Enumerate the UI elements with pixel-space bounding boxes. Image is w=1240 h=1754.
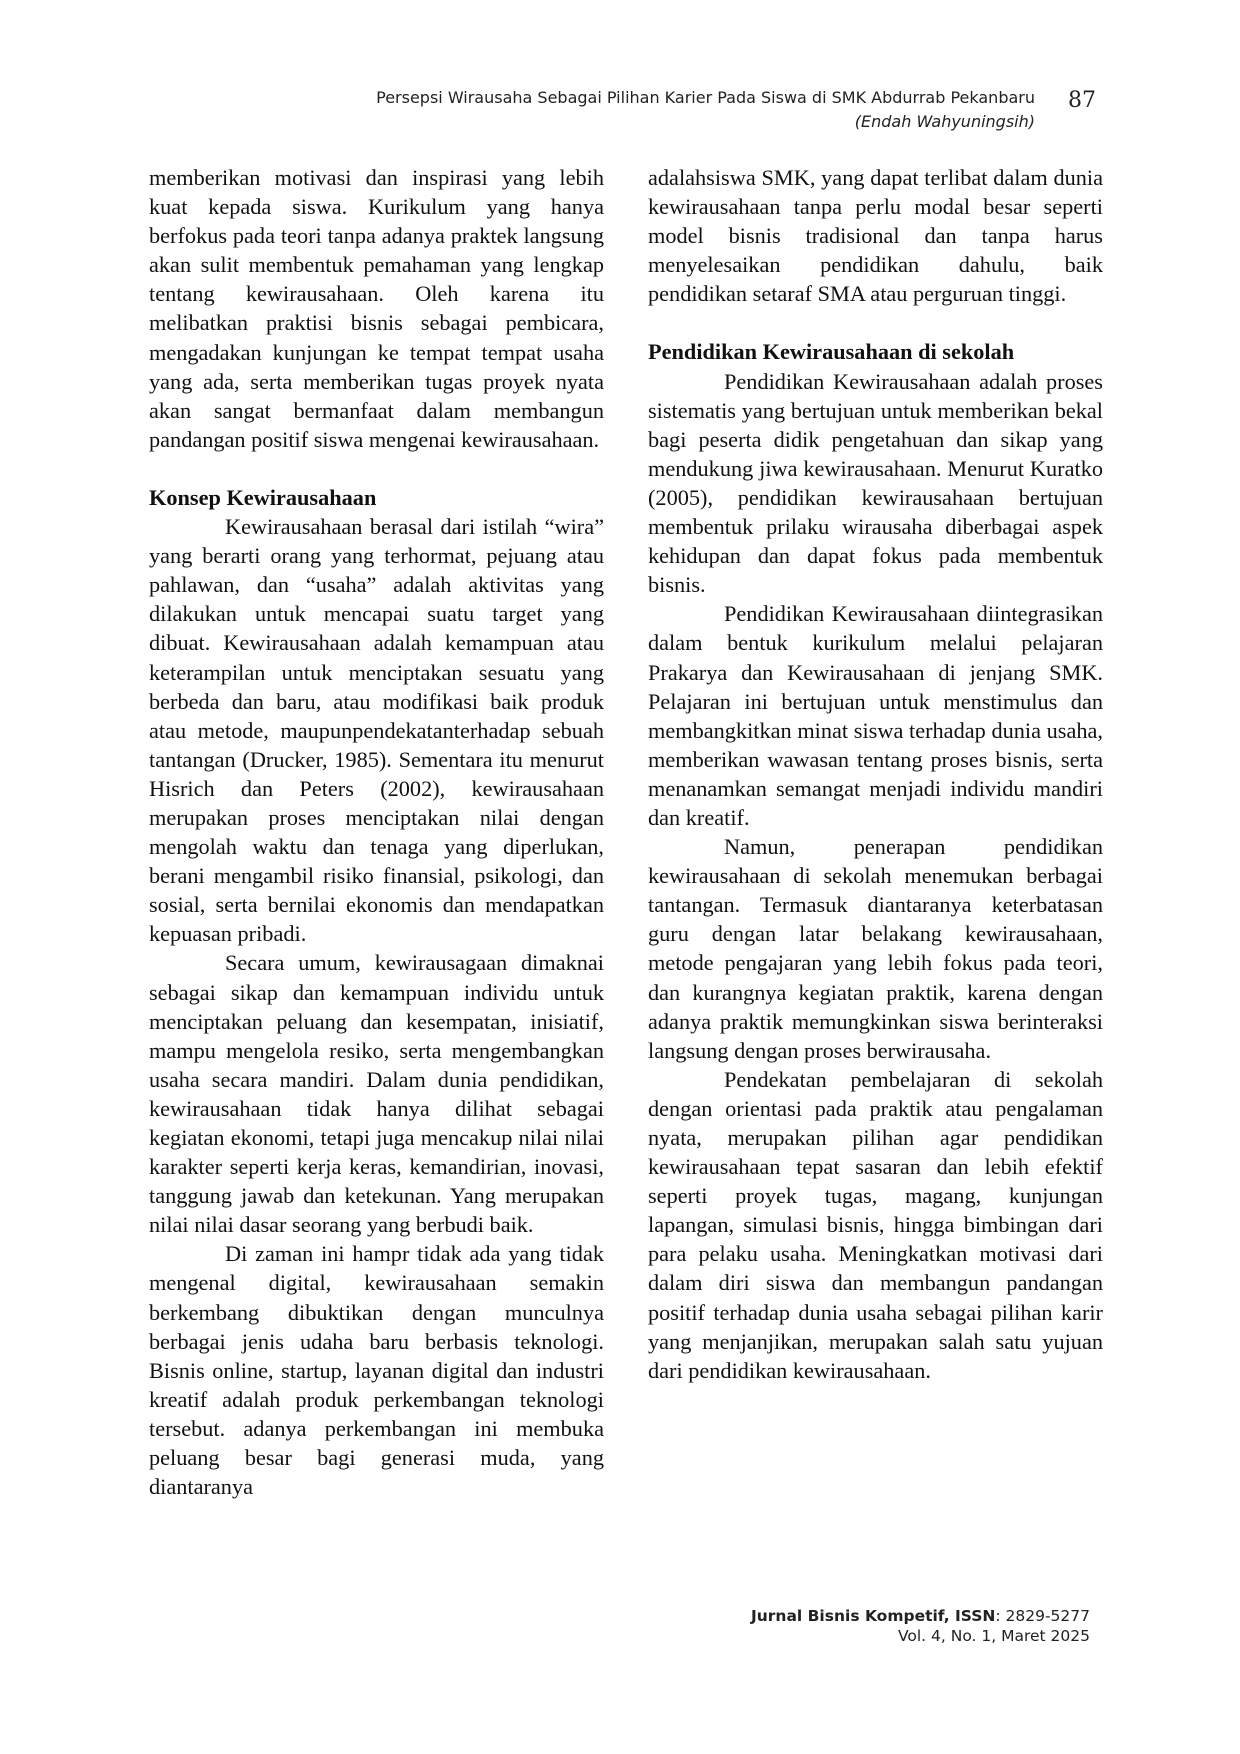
paragraph: Pendidikan Kewirausahaan diintegrasikan dalam bentuk kurikulum melalui pelajaran Prakarya dan Kewirausahaan di jenjang SMK. Pelajaran ini bertujuan untuk menstimulus dan membangkitkan minat siswa terhadap dunia usaha, memberikan wawasan tentang proses bisnis, serta menanamkan semangat menjadi individu mandiri dan kreatif. [648,601,1103,830]
right-column [648,163,1103,1385]
journal-name: Jurnal Bisnis Kompetif, ISSN [750,1607,996,1625]
volume-info: Vol. 4, No. 1, Maret 2025 [897,1627,1090,1645]
journal-footer [751,1606,1090,1646]
running-header [135,86,1035,134]
paragraph: Secara umum, kewirausagaan dimaknai sebagai sikap dan kemampuan individu untuk menciptakan peluang dan kesempatan, inisiatif, mampu mengelola resiko, serta mengembangkan usaha secara mandiri. Dalam dunia pendidikan, kewirausahaan tidak hanya dilihat sebagai kegiatan ekonomi, tetapi juga mencakup nilai nilai karakter seperti kerja keras, kemandirian, inovasi, tanggung jawab dan ketekunan. Yang merupakan nilai nilai dasar seorang yang berbudi baik. [149,950,604,1238]
running-title: Persepsi Wirausaha Sebagai Pilihan Karier Pada Siswa di SMK Abdurrab Pekanbaru [376,88,1035,107]
paragraph: memberikan motivasi dan inspirasi yang lebih kuat kepada siswa. Kurikulum yang hanya berfokus pada teori tanpa adanya praktek langsung akan sulit membentuk pemahaman yang lengkap tentang kewirausahaan. Oleh karena itu melibatkan praktisi bisnis sebagai pembicara, mengadakan kunjungan ke tempat tempat usaha yang ada, serta memberikan tugas proyek nyata akan sangat bermanfaat dalam membangun pandangan positif siswa mengenai kewirausahaan. [149,165,604,452]
paragraph: adalahsiswa SMK, yang dapat terlibat dalam dunia kewirausahaan tanpa perlu modal besar seperti model bisnis tradisional dan tanpa harus menyelesaikan pendidikan dahulu, baik pendidikan setaraf SMA atau perguruan tinggi. [648,165,1103,307]
section-heading-konsep: Konsep Kewirausahaan [149,484,377,510]
running-author: (Endah Wahyuningsih) [854,112,1035,131]
paragraph: Kewirausahaan berasal dari istilah “wira” yang berarti orang yang terhormat, pejuang atau pahlawan, dan “usaha” adalah aktivitas yang dilakukan untuk mencapai suatu target yang dibuat. Kewirausahaan adalah kemampuan atau keterampilan untuk menciptakan sesuatu yang berbeda dan baru, atau modifikasi baik produk atau metode, maupunpendekatanterhadap sebuah tantangan (Drucker, 1985). Sementara itu menurut Hisrich dan Peters (2002), kewirausahaan merupakan proses menciptakan nilai dengan mengolah waktu dan tenaga yang diperlukan, berani mengambil risiko finansial, psikologi, dan sosial, serta bernilai ekonomis dan mendapatkan kepuasan pribadi. [149,514,604,947]
paragraph: Pendekatan pembelajaran di sekolah dengan orientasi pada praktik atau pengalaman nyata, merupakan pilihan agar pendidikan kewirausahaan tepat sasaran dan lebih efektif seperti proyek tugas, magang, kunjungan lapangan, simulasi bisnis, hingga bimbingan dari para pelaku usaha. Meningkatkan motivasi dari dalam diri siswa dan membangun pandangan positif terhadap dunia usaha sebagai pilihan karir yang menjanjikan, merupakan salah satu yujuan dari pendidikan kewirausahaan. [648,1066,1103,1383]
left-column [149,163,604,1501]
issn-number: : 2829-5277 [995,1607,1090,1625]
paragraph: Namun, penerapan pendidikan kewirausahaan di sekolah menemukan berbagai tantangan. Termasuk diantaranya keterbatasan guru dengan latar belakang kewirausahaan, metode pengajaran yang lebih fokus pada teori, dan kurangnya kegiatan praktik, karena dengan adanya praktik memungkinkan siswa berinteraksi langsung dengan proses berwirausaha. [648,834,1103,1063]
paragraph: Pendidikan Kewirausahaan adalah proses sistematis yang bertujuan untuk memberikan bekal bagi peserta didik pengetahuan dan sikap yang mendukung jiwa kewirausahaan. Menurut Kuratko (2005), pendidikan kewirausahaan bertujuan membentuk prilaku wirausaha diberbagai aspek kehidupan dan dapat fokus pada membentuk bisnis. [648,368,1103,598]
paragraph: Di zaman ini hampr tidak ada yang tidak mengenal digital, kewirausahaan semakin berkembang dibuktikan dengan munculnya berbagai jenis udaha baru berbasis teknologi. Bisnis online, startup, layanan digital dan industri kreatif adalah produk perkembangan teknologi tersebut. adanya perkembangan ini membuka peluang besar bagi generasi muda, yang diantaranya [149,1241,604,1500]
section-heading-pendidikan: Pendidikan Kewirausahaan di sekolah [648,339,1015,365]
page-number: 87 [1068,88,1096,113]
